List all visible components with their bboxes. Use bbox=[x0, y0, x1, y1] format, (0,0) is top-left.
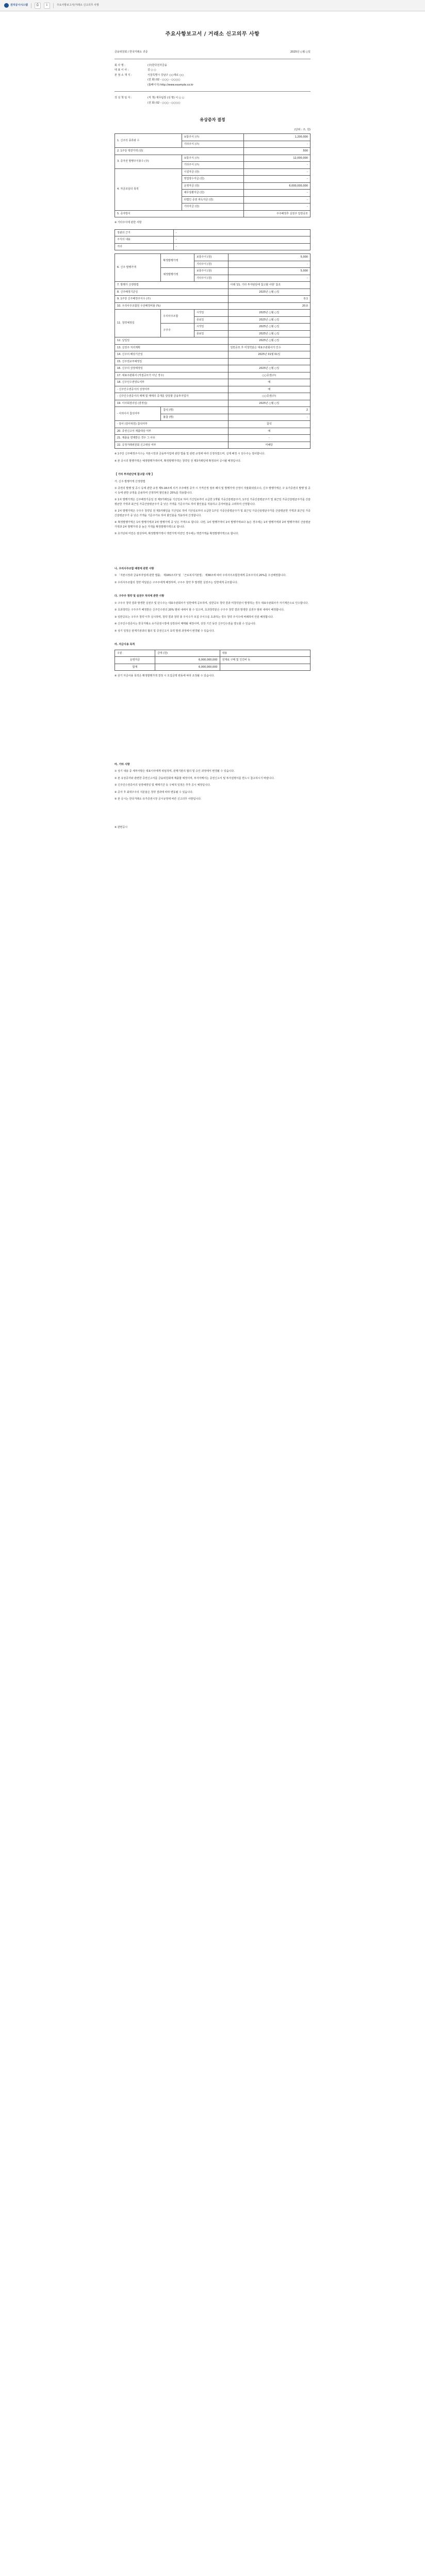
row-value: 0.1 bbox=[228, 296, 310, 303]
body-paragraph: ② 초과청약은 구주주가 배정받은 신주인수권의 20% 범위 내에서 할 수 있으며, 초과청약분은 구주주 청약 결과 발생한 실권주 범위 내에서 배정합니다. bbox=[115, 608, 285, 612]
table-row bbox=[115, 400, 310, 407]
table-row bbox=[115, 379, 310, 386]
row-sublabel: 종료일 bbox=[194, 316, 228, 324]
row-sublabel: 예정발행가액 bbox=[161, 268, 194, 282]
row-label: 3. 증자전 발행주식총수 (주) bbox=[115, 155, 182, 168]
row-label: - 신주인수권증서의 매매 및 매매의 중개를 담당할 금융투자업자 bbox=[115, 393, 228, 400]
row-value: - bbox=[244, 168, 310, 176]
document-name: 주요사항보고서/거래소 신고의무 사항 bbox=[56, 4, 99, 7]
info-value: (주)한국전자금융 bbox=[148, 63, 167, 67]
row-sublabel: 우리사주조합 bbox=[161, 310, 194, 324]
body-paragraph: ※ 1주당 신주배정주식수는 자본시장과 금융투자업에 관한 법률 및 관련 규정에 따라 산정하였으며, 실제 배정 시 단수주는 절사합니다. bbox=[115, 452, 265, 456]
body-paragraph: ① 「자본시장과 금융투자업에 관한 법률」 제165조의7 및 「근로복지기본법」 제38조에 따라 우리사주조합원에게 공모주식의 20%를 우선배정합니다. bbox=[115, 574, 286, 578]
body-paragraph: ① 상기 내용 중 세부사항은 대표이사에게 위임하며, 관계기관의 협의 및 승인 과정에서 변경될 수 있습니다. bbox=[115, 770, 235, 773]
table-row bbox=[115, 351, 310, 359]
table-row bbox=[115, 243, 310, 250]
body-paragraph: ② 본 유상증자와 관련한 증권신고서를 금융위원회에 제출할 예정이며, 투자자께서는 증권신고서 및 투자설명서를 반드시 참고하시기 바랍니다. bbox=[115, 776, 275, 780]
row-value: 500 bbox=[244, 148, 310, 155]
row-sublabel: 보통주식 (주) bbox=[182, 155, 244, 162]
body-paragraph: ④ 신주인수권증서는 한국거래소 유가증권시장에 상장되어 매매될 예정이며, 상장 기간 동안 신주인수권을 양도할 수 있습니다. bbox=[115, 622, 256, 626]
row-value: 2025년 ○월 ○일 bbox=[228, 330, 310, 337]
table-row bbox=[115, 296, 310, 303]
row-value: 2025년 ○월 ○일 bbox=[228, 365, 310, 372]
row-label: 22. 공정거래위원회 신고대상 여부 bbox=[115, 442, 228, 449]
table-row bbox=[115, 442, 310, 449]
document-body bbox=[115, 11, 310, 863]
row-label: 8. 신주배정기준일 bbox=[115, 289, 228, 296]
row-label: 17. 대표주관회사 (직접공모가 아닌 경우) bbox=[115, 372, 228, 379]
row-value: 12,000,000 bbox=[244, 155, 310, 162]
row-value: ○○증권(주) bbox=[228, 393, 310, 400]
table-header-row bbox=[115, 650, 310, 657]
row-value: 참석 bbox=[228, 421, 310, 428]
table-row bbox=[115, 344, 310, 351]
spacer bbox=[115, 804, 310, 823]
section-heading: 마. 기타 사항 bbox=[115, 762, 130, 766]
table-row bbox=[115, 289, 310, 296]
table-row bbox=[115, 372, 310, 379]
capital-increase-table bbox=[115, 133, 310, 217]
row-value: - bbox=[173, 236, 310, 244]
row-value: 5,000 bbox=[228, 268, 310, 275]
row-value: 2025년 ○월 ○일 bbox=[228, 337, 310, 345]
row-label: 19. 이사회결의일 (결정일) bbox=[115, 400, 228, 407]
table-row bbox=[115, 282, 310, 289]
row-value: 20.0 bbox=[228, 302, 310, 310]
row-label: 13. 실권주 처리계획 bbox=[115, 344, 228, 351]
row-value: 1,200,000 bbox=[244, 134, 310, 141]
row-sublabel: 보통주식 (주) bbox=[182, 134, 244, 141]
logo-icon bbox=[4, 3, 9, 8]
table-row bbox=[115, 236, 310, 244]
table-row bbox=[115, 393, 310, 400]
issue-details-table bbox=[115, 253, 310, 449]
row-label: 12. 납입일 bbox=[115, 337, 228, 345]
table-row bbox=[115, 421, 310, 428]
row-sublabel: 구주주 bbox=[161, 324, 194, 337]
body-paragraph: ② 1차 발행가액은 신주배정기준일 전 제3거래일을 기산일로 하여 기산일로부터 소급한 1개월 가중산술평균주가, 1주일 가중산술평균주가 및 최근일 가중산술평균주가를 산술평균한 가액과 최근일 가중산술평균주가 중 낮은 가액을 기준주가로 하여 할인율을 적용하고 증자비율을 고려하여 산정합니다. bbox=[115, 498, 310, 506]
row-value: 주주배정후 실권주 일반공모 bbox=[244, 210, 310, 217]
row-label: 14. 신주의 배당기산일 bbox=[115, 351, 228, 359]
body-paragraph: 가. 신주 발행가액 산정방법 bbox=[115, 480, 145, 483]
table-row bbox=[115, 210, 310, 217]
row-sublabel: 기타주식 (원) bbox=[194, 261, 228, 268]
row-sublabel: 확정발행가액 bbox=[161, 254, 194, 268]
body-paragraph: ③ 2차 발행가액은 구주주 청약일 전 제3거래일을 기산일로 하여 기산일로부터 소급한 1주일 가중산술평균주가 및 최근일 가중산술평균주가를 산술평균한 가액과 최근일 가중산술평균주가 중 낮은 가액을 기준주가로 하여 할인율을 적용하여 산정합니다. bbox=[115, 510, 310, 517]
row-value: - bbox=[173, 243, 310, 250]
info-value: 서울특별시 강남구 ○○대로 ○○ bbox=[148, 73, 184, 77]
table-row bbox=[115, 168, 310, 176]
viewer-toolbar bbox=[0, 0, 425, 11]
body-paragraph: ① 증권의 발행 및 공시 등에 관한 규정 제5-18조에 의거 주주배정 증자 시 가격산정 절차 폐지 및 발행가액 산정이 자율화되었으나, 신주 발행가액은 구 유가증권의 발행 및 공시 등에 관한 규정을 준용하여 산정하며 할인율은 25%를 적용합니다. bbox=[115, 487, 310, 495]
info-value: (전 화) 02 - ○○○ - ○○○○ bbox=[148, 78, 181, 81]
table-row bbox=[115, 155, 310, 162]
row-value: 5,000 bbox=[228, 254, 310, 261]
viewer-logo[interactable] bbox=[4, 3, 28, 8]
body-paragraph: ⑤ 호가단위 미만은 절상하며, 확정발행가액이 액면가액 미만인 경우에는 액면가액을 확정발행가액으로 합니다. bbox=[115, 532, 239, 536]
row-sublabel: 기타주식 (원) bbox=[194, 275, 228, 282]
addressee: 금융위원회 / 한국거래소 귀중 bbox=[115, 50, 148, 54]
table-row bbox=[115, 435, 310, 442]
row-value: - bbox=[228, 435, 310, 442]
document-title: 주요사항보고서 / 거래소 신고의무 사항 bbox=[165, 31, 260, 37]
body-paragraph: ③ 일반공모는 구주주 청약 이후 실시하며, 청약 결과 청약 총 주식수가 모집 주식수를 초과하는 경우 청약 주식수에 비례하여 안분 배정합니다. bbox=[115, 615, 274, 619]
body-paragraph: ② 우리사주조합의 청약 미달분은 구주주에게 배정하며, 구주주 청약 후 발생한 실권주는 일반에게 공모합니다. bbox=[115, 581, 238, 584]
row-sublabel: 채무상환자금 (원) bbox=[182, 190, 244, 197]
info-link[interactable]: (홈페이지) http://www.example.co.kr bbox=[148, 83, 193, 87]
table-row bbox=[115, 664, 310, 671]
info-key bbox=[115, 78, 144, 82]
row-value: - bbox=[173, 229, 310, 236]
body-paragraph: ④ 증자 후 최대주주의 지분율은 청약 결과에 따라 변동될 수 있습니다. bbox=[115, 790, 193, 794]
row-label: 11. 청약예정일 bbox=[115, 310, 161, 337]
table-cell: 합계 bbox=[115, 664, 155, 671]
row-label: 18. 신주인수권양도여부 bbox=[115, 379, 228, 386]
row-value: 예 bbox=[228, 428, 310, 435]
logo-text: 전자공시시스템 bbox=[10, 4, 28, 7]
info-key bbox=[115, 83, 144, 88]
info-value: (전 화) 02 - ○○○ - ○○○○ bbox=[148, 101, 181, 105]
row-value: - bbox=[244, 190, 310, 197]
fund-usage-table bbox=[115, 650, 310, 671]
toolbar-divider bbox=[53, 3, 54, 8]
body-paragraph: ⑤ 상기 일정은 관계기관과의 협의 및 증권신고서 효력 발생 과정에서 변경될 수 있습니다. bbox=[115, 629, 215, 633]
row-label: 1. 신주의 종류와 수 bbox=[115, 134, 182, 148]
row-value: 일반공모 후 미청약분은 대표주관회사가 인수 bbox=[228, 344, 310, 351]
download-icon[interactable]: ↓ bbox=[44, 3, 50, 9]
table-cell bbox=[220, 664, 310, 671]
body-paragraph: ① 구주주 청약 결과 발생한 실권주 및 단수주는 대표주관회사가 일반에게 공모하며, 일반공모 청약 결과 미청약분이 발생하는 경우 대표주관회사가 자기계산으로 인수합니다. bbox=[115, 601, 308, 605]
row-label: 10. 우리사주조합원 우선배정비율 (%) bbox=[115, 302, 228, 310]
row-value: - bbox=[244, 204, 310, 211]
row-sublabel: 종료일 bbox=[194, 330, 228, 337]
row-sublabel: 기타자금 (원) bbox=[182, 204, 244, 211]
info-value: 김 ○ ○ bbox=[148, 69, 156, 72]
table-cell: 6,000,000,000 bbox=[155, 657, 220, 664]
row-label: 15. 신주권교부예정일 bbox=[115, 358, 228, 365]
table-cell: 원재료 구매 및 인건비 등 bbox=[220, 657, 310, 664]
row-label: 16. 신주의 상장예정일 bbox=[115, 365, 228, 372]
info-value: (직 책) 재무팀장 (성 명) 이 ○ ○ bbox=[148, 96, 185, 99]
row-label: 주식의 내용 bbox=[115, 236, 174, 244]
table-row bbox=[115, 254, 310, 261]
row-value: - bbox=[244, 162, 310, 169]
section-heading: 다. 구주주 청약 및 실권주 처리에 관한 사항 bbox=[115, 595, 165, 598]
row-value: 2025년 ○월 ○일 bbox=[228, 289, 310, 296]
row-label: - 신주인수권증서의 상장여부 bbox=[115, 386, 228, 393]
row-sublabel: 운영자금 (원) bbox=[182, 182, 244, 190]
table-row bbox=[115, 148, 310, 155]
table-row bbox=[115, 337, 310, 345]
row-label: 9. 1주당 신주배정주식수 (주) bbox=[115, 296, 228, 303]
row-value: - bbox=[228, 261, 310, 268]
row-sublabel: 타법인 증권 취득자금 (원) bbox=[182, 196, 244, 204]
row-label: 6. 신주 발행가액 bbox=[115, 254, 161, 282]
divider bbox=[115, 91, 310, 92]
info-key: 본 점 소 재 지 : bbox=[115, 73, 132, 77]
row-sublabel: 시작일 bbox=[194, 310, 228, 317]
company-info bbox=[115, 63, 310, 106]
row-label: 5. 증자방식 bbox=[115, 210, 244, 217]
column-header: 내용 bbox=[220, 650, 310, 657]
row-sublabel: 불참 (명) bbox=[161, 414, 228, 421]
row-sublabel: 영업양수자금 (원) bbox=[182, 176, 244, 183]
row-value: - bbox=[244, 141, 310, 148]
row-label: - 사외이사 참석여부 bbox=[115, 407, 161, 421]
section-title: 유상증자 결정 bbox=[200, 117, 225, 122]
row-value: 6,000,000,000 bbox=[244, 182, 310, 190]
other-stock-note: ※ 기타주식에 관한 사항 bbox=[115, 221, 142, 225]
row-sublabel: 참석 (명) bbox=[161, 407, 228, 414]
row-label: 정관의 근거 bbox=[115, 229, 174, 236]
row-value: - bbox=[244, 196, 310, 204]
section-heading: 【 기타 투자판단에 참고할 사항 】 bbox=[115, 473, 154, 477]
row-value: 2025년 01월 01일 bbox=[228, 351, 310, 359]
row-value: ○○증권(주) bbox=[228, 372, 310, 379]
table-row bbox=[115, 310, 310, 317]
body-paragraph: ※ 상기 자금사용 목적은 확정발행가액 결정 시 모집금액 변동에 따라 조정될 수 있습니다. bbox=[115, 674, 215, 678]
row-value: 2025년 ○월 ○일 bbox=[228, 310, 310, 317]
related-disclosure-note: ※ 관련공시 bbox=[115, 825, 128, 829]
row-sublabel: 기타주식 (주) bbox=[182, 141, 244, 148]
row-value: 2025년 ○월 ○일 bbox=[228, 324, 310, 331]
print-icon[interactable]: ⎙ bbox=[35, 3, 41, 9]
body-paragraph: ③ 신주인수권증서의 상장예정일 및 매매기간 등 구체적 일정은 추후 공시 예정입니다. bbox=[115, 784, 211, 787]
spacer bbox=[115, 539, 310, 557]
row-value: 미해당 bbox=[228, 442, 310, 449]
addressee-row bbox=[115, 50, 310, 55]
row-value: - bbox=[228, 358, 310, 365]
info-key bbox=[115, 101, 144, 106]
row-value: - bbox=[244, 176, 310, 183]
row-value: - bbox=[228, 275, 310, 282]
row-sublabel: 보통주식 (원) bbox=[194, 254, 228, 261]
row-label: 21. 제출을 면제받은 경우 그 사유 bbox=[115, 435, 228, 442]
spacer bbox=[115, 681, 310, 753]
row-sublabel: 시작일 bbox=[194, 324, 228, 331]
table-row bbox=[115, 358, 310, 365]
row-value: 2 bbox=[228, 407, 310, 414]
body-paragraph: ④ 확정발행가액은 1차 발행가액과 2차 발행가액 중 낮은 가액으로 합니다. 다만, 1차 발행가액이 2차 발행가액보다 높은 경우에는 1차 발행가액과 2차 발행가액의 산술평균 가액과 2차 발행가액 중 높은 가액을 확정발행가액으로 합니다. bbox=[115, 521, 310, 529]
column-header: 금액 (원) bbox=[155, 650, 220, 657]
other-stock-table bbox=[115, 229, 310, 251]
body-paragraph: ⑤ 본 공시는 한국거래소 유가증권시장 공시규정에 따른 신고의무 사항입니다. bbox=[115, 798, 202, 801]
column-header: 구분 bbox=[115, 650, 155, 657]
table-row bbox=[115, 386, 310, 393]
row-value: 예 bbox=[228, 379, 310, 386]
table-row bbox=[115, 657, 310, 664]
table-row bbox=[115, 365, 310, 372]
row-value: 2025년 ○월 ○일 bbox=[228, 316, 310, 324]
table-row bbox=[115, 407, 310, 414]
info-key: 작 성 책 임 자 : bbox=[115, 96, 132, 99]
row-label: 7. 발행가 산정방법 bbox=[115, 282, 228, 289]
row-sublabel: 보통주식 (원) bbox=[194, 268, 228, 275]
row-value: 예 bbox=[228, 386, 310, 393]
row-label: 2. 1주당 액면가액 (원) bbox=[115, 148, 244, 155]
row-value: 2025년 ○월 ○일 bbox=[228, 400, 310, 407]
report-date: 2025년 ○월 ○일 bbox=[290, 50, 310, 54]
row-label: 기타 bbox=[115, 243, 174, 250]
body-paragraph: ※ 본 공시의 발행가액은 예정발행가액이며, 확정발행가액은 청약일 전 제3거래일에 확정되어 공시될 예정입니다. bbox=[115, 459, 241, 463]
table-cell: 6,000,000,000 bbox=[155, 664, 220, 671]
row-sublabel: 시설자금 (원) bbox=[182, 168, 244, 176]
table-cell: 운영자금 bbox=[115, 657, 155, 664]
row-label: - 감사 (감사위원) 참석여부 bbox=[115, 421, 228, 428]
table-row bbox=[115, 302, 310, 310]
table-row bbox=[115, 134, 310, 141]
row-label: 20. 증권신고서 제출대상 여부 bbox=[115, 428, 228, 435]
info-key: 대 표 이 사 : bbox=[115, 69, 129, 72]
unit-note: (단위 : 주, 원) bbox=[294, 128, 310, 131]
row-sublabel: 기타주식 (주) bbox=[182, 162, 244, 169]
row-value: - bbox=[228, 414, 310, 421]
section-heading: 라. 자금사용 목적 bbox=[115, 643, 135, 647]
info-key: 회 사 명 : bbox=[115, 63, 125, 67]
section-heading: 나. 우리사주조합 배정에 관한 사항 bbox=[115, 567, 154, 570]
row-label: 4. 자금조달의 목적 bbox=[115, 168, 182, 210]
table-row bbox=[115, 229, 310, 236]
table-row bbox=[115, 428, 310, 435]
row-value: 아래 '21. 기타 투자판단에 참고할 사항' 참조 bbox=[228, 282, 310, 289]
